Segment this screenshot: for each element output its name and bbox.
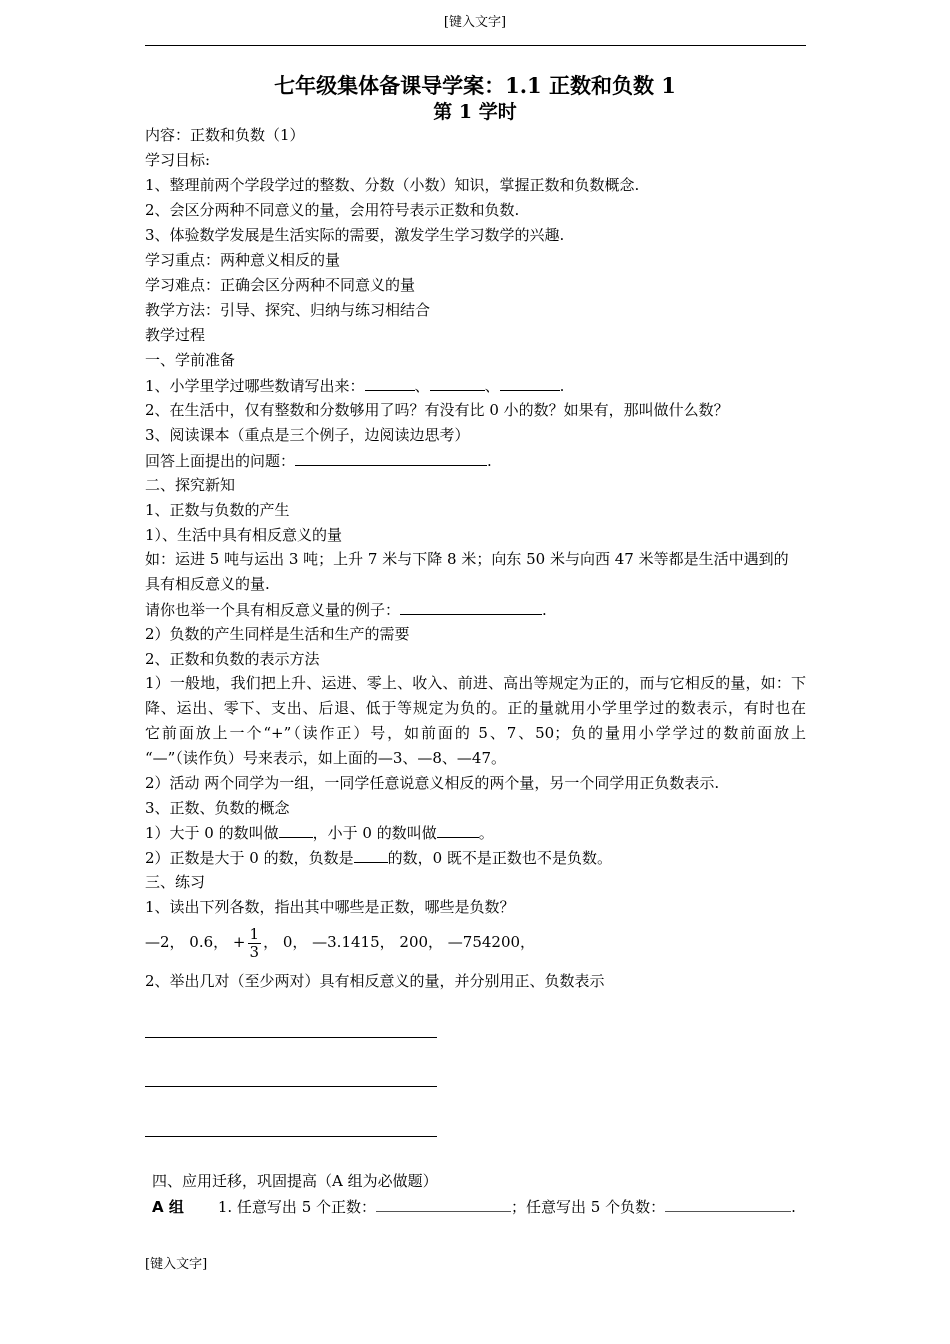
s1-question-3: 3、阅读课本（重点是三个例子，边阅读边思考）: [145, 426, 470, 444]
fraction-one-third: [248, 926, 262, 961]
fraction-denominator: 3: [249, 942, 260, 961]
group-a-label: A 组: [152, 1198, 184, 1216]
content-line: 内容：正数和负数（1）: [145, 126, 305, 144]
s2-point-3: 3、正数、负数的概念: [145, 799, 290, 817]
number-list-b: ， 0， —3.1415， 200， —754200，: [263, 933, 536, 951]
answer-blank[interactable]: [400, 599, 542, 615]
group-a-q1-text: 1. 任意写出 5 个正数：: [217, 1198, 377, 1216]
answer-blank[interactable]: [295, 450, 487, 466]
s3-question-2: 2、举出几对（至少两对）具有相反意义的量，并分别用正、负数表示: [145, 972, 605, 990]
key-point: 学习重点：两种意义相反的量: [145, 251, 341, 269]
section-4-heading: 四、应用迁移，巩固提高（A 组为必做题）: [152, 1172, 438, 1190]
s2-point-1: 1、正数与负数的产生: [145, 501, 290, 519]
answer-blank[interactable]: [437, 822, 479, 838]
s2-point-1a: 1）、生活中具有相反意义的量: [145, 526, 343, 544]
goal-item-2: 2、会区分两种不同意义的量，会用符号表示正数和负数.: [145, 201, 520, 219]
example-line-1: 如：运进 5 吨与运出 3 吨；上升 7 米与下降 8 米；向东 50 米与向西 47 米等都是生活中遇到的: [145, 550, 789, 568]
example-prompt-text: 请你也举一个具有相反意义量的例子：: [145, 601, 401, 619]
group-a-line: [152, 1196, 796, 1217]
page-subtitle: 第 1 学时: [433, 101, 517, 123]
s2-p3b-end: 的数，0 既不是正数也不是负数。: [387, 849, 612, 867]
s2-point-2a-line-1: 1）一般地，我们把上升、运进、零上、收入、前进、高出等规定为正的，而与它相反的量，如：下: [145, 674, 806, 692]
s2-p3a-mid: ，小于 0 的数叫做: [312, 824, 437, 842]
s1-q1-sep: 、: [484, 377, 500, 395]
example-prompt: [145, 599, 547, 620]
s1-question-1: [145, 375, 564, 396]
answer-blank[interactable]: [279, 822, 313, 838]
goal-item-3: 3、体验数学发展是生活实际的需要，激发学生学习数学的兴趣.: [145, 226, 565, 244]
s1-q4-text: 回答上面提出的问题：: [145, 452, 296, 470]
s1-q1-sep: 、: [414, 377, 430, 395]
s2-point-2a-line-2: 降、运出、零下、支出、后退、低于等规定为负的。正的量就用小学里学过的数表示，有时也在: [145, 699, 806, 717]
s1-q4-end: .: [487, 452, 492, 470]
answer-blank[interactable]: [354, 847, 388, 863]
s1-q1-text: 1、小学里学过哪些数请写出来：: [145, 377, 365, 395]
page-title: 七年级集体备课导学案：1.1 正数和负数 1: [274, 73, 676, 98]
group-a-q1-end: .: [791, 1198, 796, 1216]
group-a-q1-mid: ；任意写出 5 个负数：: [511, 1198, 666, 1216]
example-prompt-end: .: [542, 601, 547, 619]
s2-point-2: 2、正数和负数的表示方法: [145, 650, 320, 668]
s2-point-3a: [145, 822, 494, 843]
difficulty: 学习难点：正确会区分两种不同意义的量: [145, 276, 416, 294]
s2-point-2a-line-3: 它前面放上一个“+”（读作正）号，如前面的 5、7、50；负的量用小学学过的数前面放上: [145, 724, 806, 742]
s2-point-2b: 2）活动 两个同学为一组，一同学任意说意义相反的两个量，另一个同学用正负数表示.: [145, 774, 720, 792]
answer-blank[interactable]: [500, 375, 560, 391]
s3-question-1: 1、读出下列各数，指出其中哪些是正数，哪些是负数？: [145, 898, 515, 916]
goals-heading: 学习目标:: [145, 151, 211, 169]
s1-q1-end: .: [559, 377, 565, 395]
fraction-numerator: 1: [249, 924, 260, 943]
number-list: [145, 923, 535, 961]
page-header: [键入文字]: [443, 15, 507, 30]
answer-line[interactable]: [145, 1037, 437, 1038]
goal-item-1: 1、整理前两个学段学过的整数、分数（小数）知识，掌握正数和负数概念.: [145, 176, 640, 194]
s2-p3a-end: 。: [478, 824, 494, 842]
answer-line[interactable]: [145, 1086, 437, 1087]
s2-p3a-text: 1）大于 0 的数叫做: [145, 824, 279, 842]
answer-blank[interactable]: [365, 375, 415, 391]
header-rule: [145, 45, 806, 46]
section-1-heading: 一、学前准备: [145, 351, 236, 369]
answer-line[interactable]: [145, 1136, 437, 1137]
s2-point-3b: [145, 847, 612, 868]
teaching-method: 教学方法：引导、探究、归纳与练习相结合: [145, 301, 431, 319]
page-footer: [键入文字]: [145, 1257, 208, 1272]
s2-point-2a-line-4: “—”（读作负）号来表示，如上面的—3、—8、—47。: [145, 749, 507, 767]
section-3-heading: 三、练习: [145, 873, 206, 891]
answer-blank[interactable]: [430, 375, 485, 391]
section-2-heading: 二、探究新知: [145, 476, 236, 494]
s2-p3b-text: 2）正数是大于 0 的数，负数是: [145, 849, 354, 867]
example-line-2: 具有相反意义的量.: [145, 575, 270, 593]
s1-question-2: 2、在生活中，仅有整数和分数够用了吗？有没有比 0 小的数？如果有，那叫做什么数？: [145, 401, 729, 419]
process-heading: 教学过程: [145, 326, 206, 344]
s2-point-1b: 2）负数的产生同样是生活和生产的需要: [145, 625, 410, 643]
s1-question-4: [145, 450, 492, 471]
number-list-a: —2， 0.6， +: [145, 933, 246, 951]
answer-blank[interactable]: [376, 1196, 511, 1212]
answer-blank[interactable]: [665, 1196, 791, 1212]
